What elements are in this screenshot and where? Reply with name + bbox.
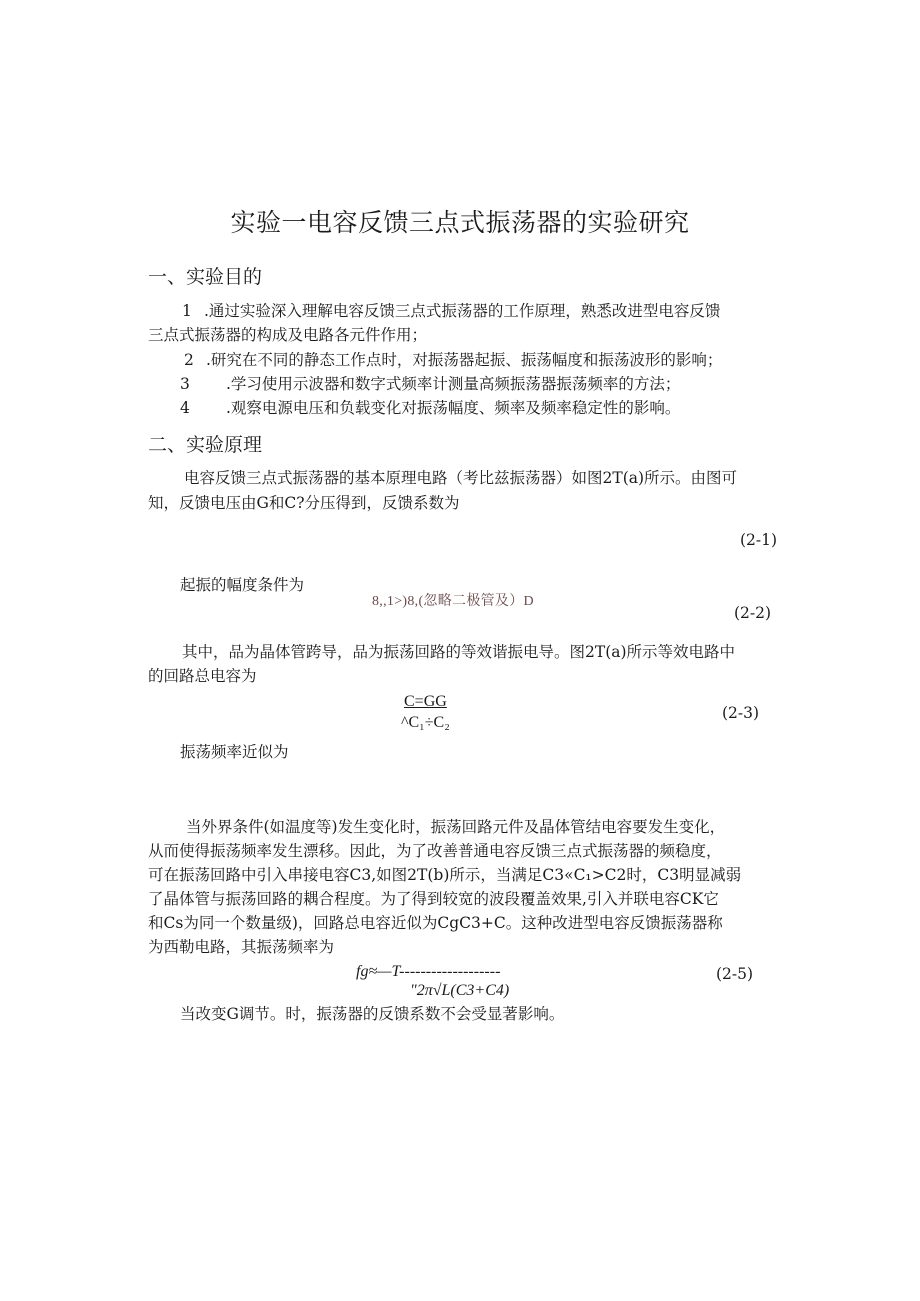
principle-para3-line4: 了晶体管与振荡回路的耦合程度。为了得到较宽的波段覆盖效果,引入并联电容CK它 [148, 890, 719, 908]
objective-1-num: 1 [182, 302, 192, 320]
equation-number-2-3: (2-3) [722, 704, 760, 722]
objective-2-num: 2 [184, 351, 194, 369]
start-condition-formula: 8,,1>)8,(忽略二极管及）D [372, 594, 534, 609]
objective-4-num: 4 [180, 399, 190, 417]
equation-2-3-top: C=GG [404, 693, 447, 710]
equation-number-2-2: (2-2) [734, 604, 772, 622]
objective-1-line1: .通过实验深入理解电容反馈三点式振荡器的工作原理，熟悉改进型电容反馈 [204, 302, 721, 320]
equation-2-3-numerator [404, 693, 447, 711]
equation-2-5-top: fg≈—T------------------- [356, 963, 501, 980]
objective-3-line1: .学习使用示波器和数字式频率计测量高频振荡器振荡频率的方法； [226, 375, 681, 393]
objective-4-line1: .观察电源电压和负载变化对振荡幅度、频率及频率稳定性的影响。 [226, 399, 681, 417]
frequency-label: 振荡频率近似为 [180, 743, 289, 761]
principle-para3-line5: 和Cs为同一个数量级)，回路总电容近似为CgC3+C。这种改进型电容反馈振荡器称 [148, 914, 723, 932]
principle-para1-line1: 电容反馈三点式振荡器的基本原理电路（考比兹振荡器）如图2T(a)所示。由图可 [184, 469, 738, 487]
equation-2-3-denominator: ^C₁÷C₂ [401, 714, 450, 731]
equation-number-2-1: (2-1) [740, 531, 778, 549]
objective-1-line2: 三点式振荡器的构成及电路各元件作用； [148, 326, 428, 344]
principle-para1-line2: 知，反馈电压由G和C?分压得到，反馈系数为 [148, 494, 460, 512]
section-heading-principle: 二、实验原理 [148, 434, 263, 456]
principle-para3-line2: 从而使得振荡频率发生漂移。因此，为了改善普通电容反馈三点式振荡器的频稳度， [148, 842, 722, 860]
principle-para3-line3: 可在振荡回路中引入串接电容C3,如图2T(b)所示，当满足C3«C₁>C2时，C3明显减弱 [148, 866, 742, 884]
principle-para2-line1: 其中，品为晶体管跨导，品为振荡回路的等效谐振电导。图2T(a)所示等效电路中 [182, 643, 736, 661]
page-title: 实验一电容反馈三点式振荡器的实验研究 [230, 208, 690, 237]
section-heading-objectives: 一、实验目的 [148, 266, 263, 288]
start-condition-label: 起振的幅度条件为 [180, 576, 305, 594]
final-line: 当改变G调节。时，振荡器的反馈系数不会受显著影响。 [180, 1005, 565, 1023]
objective-2-line1: .研究在不同的静态工作点时，对振荡器起振、振荡幅度和振荡波形的影响； [206, 351, 723, 369]
principle-para3-line6: 为西勒电路，其振荡频率为 [148, 938, 335, 956]
objective-3-num: 3 [180, 375, 190, 393]
equation-number-2-5: (2-5) [716, 965, 754, 983]
equation-2-5-bottom: "2π√L(C3+C4) [410, 982, 510, 999]
principle-para3-line1: 当外界条件(如温度等)发生变化时，振荡回路元件及晶体管结电容要发生变化， [186, 818, 726, 836]
principle-para2-line2: 的回路总电容为 [148, 667, 257, 685]
